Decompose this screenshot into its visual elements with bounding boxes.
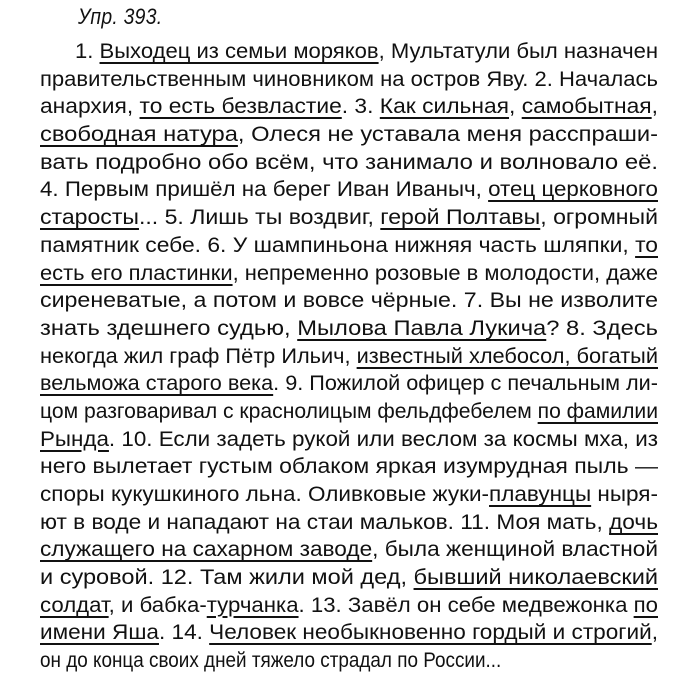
underlined-phrase: самобытная [521, 95, 652, 119]
text-line-content [40, 564, 658, 592]
underlined-phrase: по фамилии [537, 399, 658, 423]
text-line-content [40, 509, 658, 537]
underlined-phrase: старосты [40, 206, 139, 230]
text-segment: анархия, [40, 95, 140, 119]
text-line-content [40, 398, 658, 426]
text-line [40, 66, 658, 94]
underlined-phrase: известный хлебосол, богатый [356, 344, 658, 368]
text-line [40, 121, 658, 149]
text-segment: . 9. Пожилой офицер с печальным ли- [273, 372, 658, 396]
text-line [40, 343, 658, 371]
underlined-phrase: свободная натура [40, 123, 238, 147]
underlined-phrase: то есть безвластие [139, 95, 342, 119]
text-line-content [40, 536, 658, 564]
underlined-phrase: турчанка [206, 593, 299, 617]
text-segment: . 13. Завёл он себе медвежонка [298, 593, 634, 617]
text-line-content [40, 343, 658, 371]
underlined-phrase: солдат [40, 593, 109, 617]
text-segment: 1. [75, 40, 100, 63]
text-line [40, 38, 658, 66]
text-segment: сиреневатые, а потом и вовсе чёрные. 7. Вы не изволите [40, 289, 658, 313]
text-line [40, 536, 658, 564]
text-segment: и суровой. 12. Там жили мой дед, [40, 566, 414, 590]
text-segment: , [651, 621, 658, 645]
text-line-content [40, 453, 658, 481]
underlined-phrase: то [635, 233, 658, 257]
text-line [40, 592, 658, 620]
text-segment: . 3. [341, 95, 380, 119]
underlined-phrase: Как сильная [379, 95, 510, 119]
text-line-content [40, 426, 658, 454]
text-line [40, 398, 658, 426]
text-line-content [40, 204, 658, 232]
text-segment: , [651, 95, 658, 119]
underlined-phrase: Мылова Павла Лукича [297, 316, 547, 340]
text-segment: ют в воде и нападают на стаи мальков. 11. Моя мать, [40, 510, 610, 534]
text-line [40, 204, 658, 232]
text-segment: . 10. Если задеть рукой или веслом за космы мха, из [108, 427, 659, 451]
text-segment: , непременно розовые в молодости, даже [232, 261, 658, 285]
text-line [40, 93, 658, 121]
text-line-content [40, 260, 658, 288]
text-line-content [40, 232, 658, 260]
underlined-phrase: бывший николаевский [413, 566, 658, 590]
text-line [40, 260, 658, 288]
text-line [40, 315, 658, 343]
text-segment: вать подробно обо всём, что занимало и волновало её. [40, 150, 658, 174]
text-segment: он до конца своих дней тяжело страдал по России... [40, 649, 502, 673]
text-segment: , и бабка- [108, 593, 207, 617]
underlined-phrase: имени Яша [40, 621, 159, 645]
text-line-content [75, 38, 658, 66]
text-line-content [40, 176, 658, 204]
text-line-content [40, 370, 658, 398]
text-segment: , [509, 95, 522, 119]
text-line-content [40, 121, 658, 149]
text-line-content [40, 287, 658, 315]
underlined-phrase: Рында [40, 427, 109, 451]
underlined-phrase: по [633, 593, 658, 617]
text-segment: некогда жил граф Пётр Ильич, [40, 344, 357, 368]
text-line-content [40, 647, 501, 675]
exercise-text [40, 38, 658, 675]
text-segment: ныря- [591, 483, 658, 506]
text-segment: ? 8. Здесь [546, 316, 658, 340]
text-line-content [40, 315, 658, 343]
text-line [40, 647, 658, 675]
text-segment: правительственным чиновником на остров Яву. 2. Началась [40, 67, 658, 91]
underlined-phrase: отец церковного [488, 178, 658, 202]
text-segment: споры кукушкиного льна. Оливковые жуки- [40, 483, 490, 506]
underlined-phrase: дочь [609, 510, 658, 534]
text-line [40, 619, 658, 647]
underlined-phrase: герой Полтавы [380, 206, 541, 230]
text-segment: ... 5. Лишь ты воздвиг, [138, 206, 381, 230]
text-segment: цом разговаривал с краснолицым фельдфебелем [40, 399, 538, 423]
text-line-content [40, 66, 658, 94]
underlined-phrase: служащего на сахарном заводе [40, 538, 373, 562]
text-line-content [40, 619, 658, 647]
text-segment: , Мультатули был назначен [378, 40, 658, 63]
text-line [40, 564, 658, 592]
text-line [40, 509, 658, 537]
text-segment: , была женщиной властной [372, 538, 658, 562]
text-segment: , огромный [540, 206, 658, 230]
text-segment: знать здешнего судью, [40, 316, 298, 340]
underlined-phrase: есть его пластинки [40, 261, 233, 285]
text-line [40, 232, 658, 260]
text-line [40, 149, 658, 177]
text-segment: него вылетает густым облаком яркая изумрудная пыль — [40, 455, 658, 479]
underlined-phrase: вельможа старого века [40, 372, 274, 396]
text-segment: 4. Первым пришёл на берег Иван Иваныч, [40, 178, 489, 202]
exercise-title: Упр. 393. [78, 4, 163, 29]
text-line-content [40, 481, 658, 509]
text-line-content [40, 592, 658, 620]
text-segment: памятник себе. 6. У шампиньона нижняя часть шляпки, [40, 233, 636, 257]
text-segment: . 14. [158, 621, 210, 645]
text-line [40, 481, 658, 509]
text-line [40, 426, 658, 454]
underlined-phrase: Выходец из семьи моряков [99, 40, 379, 63]
underlined-phrase: Человек необыкновенно гордый и строгий [209, 621, 652, 645]
text-line [40, 287, 658, 315]
text-segment: , Олеся не уставала меня расспраши- [237, 123, 659, 147]
text-line [40, 453, 658, 481]
text-line-content [40, 93, 658, 121]
text-line [40, 176, 658, 204]
text-line-content [40, 149, 658, 177]
underlined-phrase: плавунцы [489, 483, 592, 506]
text-line [40, 370, 658, 398]
